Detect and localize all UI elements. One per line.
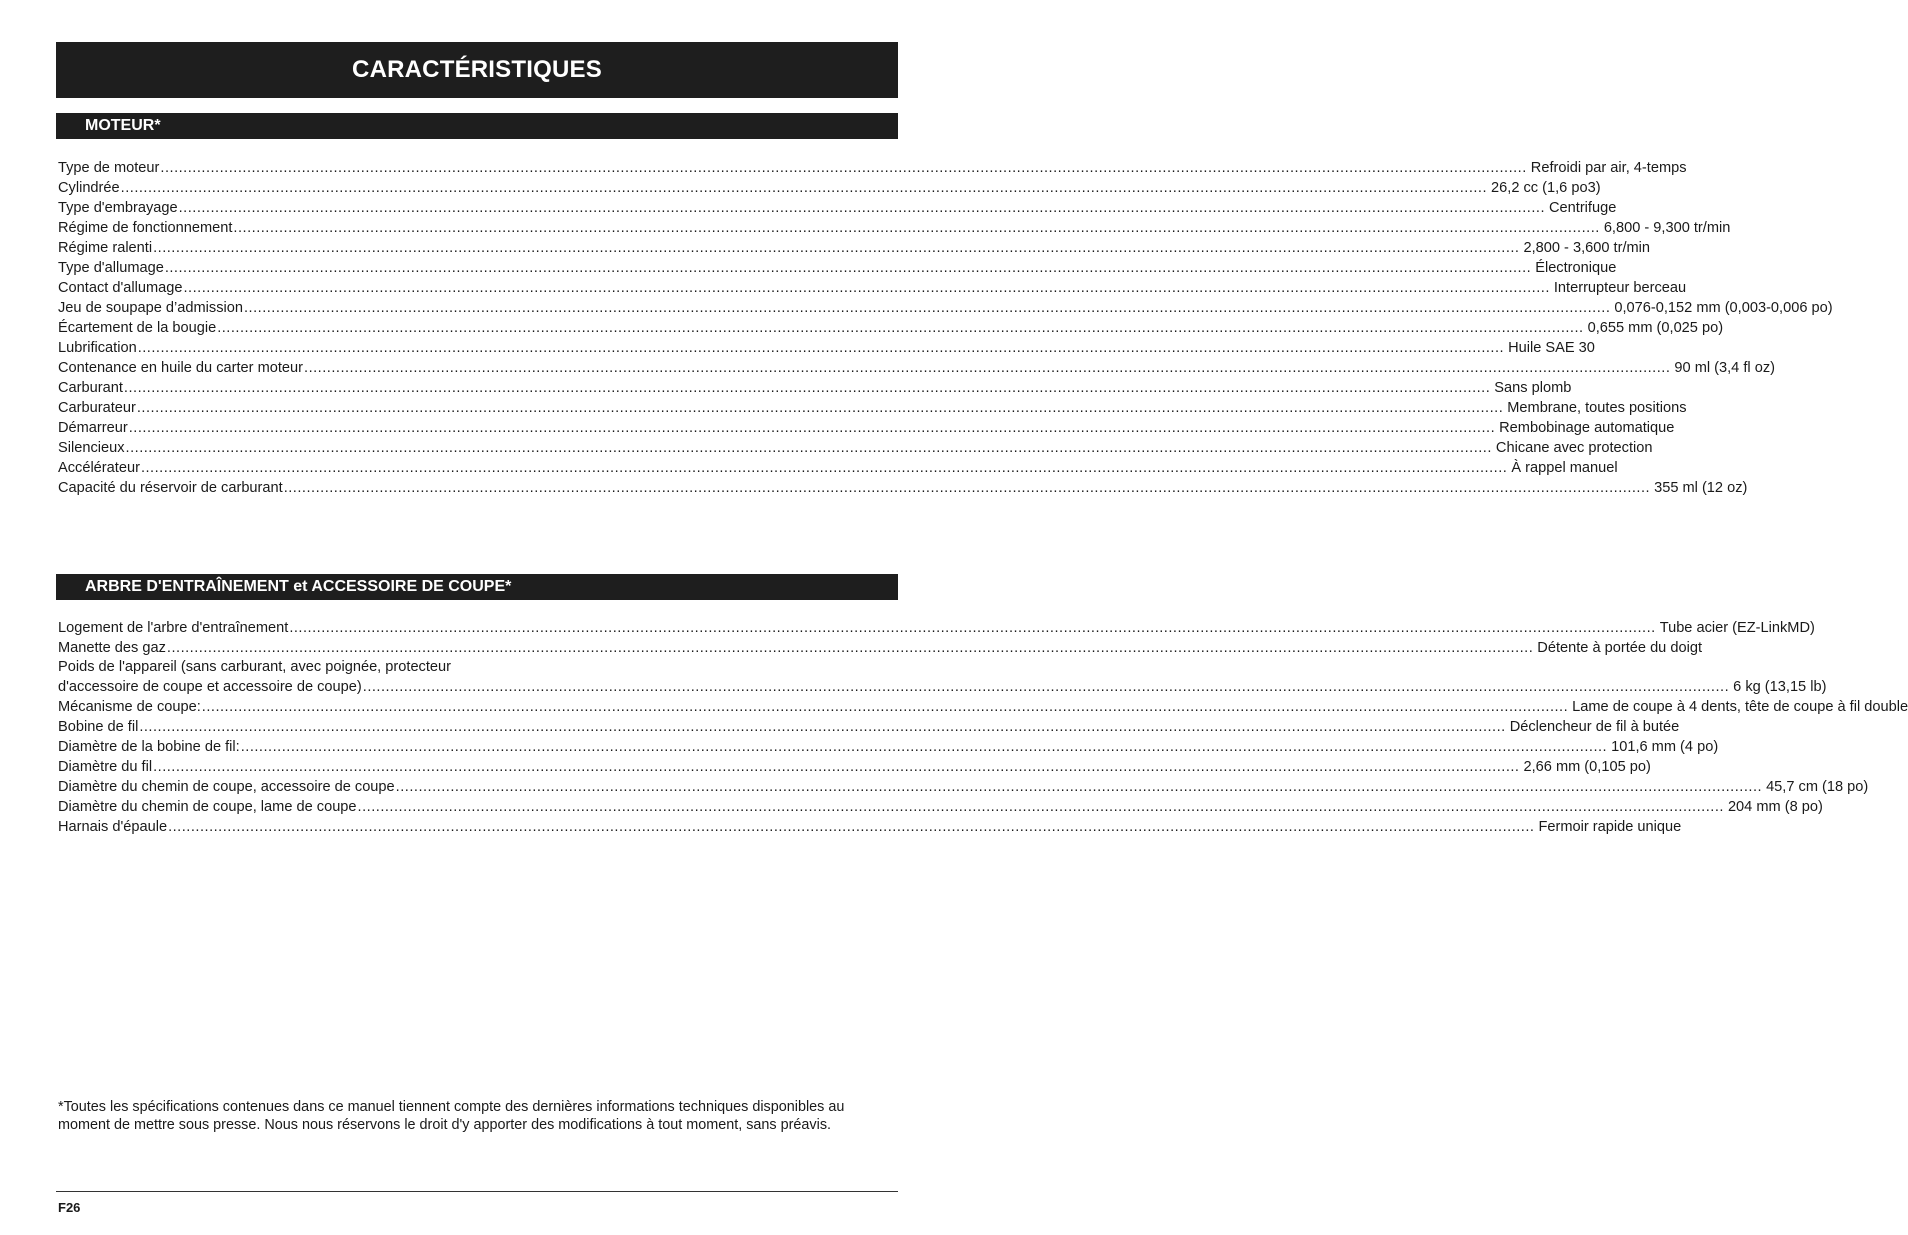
spec-label: Régime de fonctionnement [58, 220, 233, 236]
spec-value: Rembobinage automatique [1499, 420, 1675, 436]
dot-leader: ............................................................................................................................................................................................................................................................................................................ [125, 440, 1492, 456]
dot-leader: ............................................................................................................................................................................................................................................................................................................ [140, 460, 1508, 476]
spec-label: d'accessoire de coupe et accessoire de coupe) [58, 679, 362, 695]
dot-leader: ............................................................................................................................................................................................................................................................................................................ [217, 320, 1584, 336]
spec-row [58, 378, 1572, 398]
dot-leader: ............................................................................................................................................................................................................................................................................................................ [168, 819, 1535, 835]
spec-label: Écartement de la bougie [58, 320, 217, 336]
spec-value: Interrupteur berceau [1553, 280, 1687, 296]
spec-row [58, 797, 1823, 817]
dot-leader: ............................................................................................................................................................................................................................................................................................................ [166, 640, 1534, 656]
spec-label: Contact d'allumage [58, 280, 183, 296]
dot-leader: ............................................................................................................................................................................................................................................................................................................ [123, 380, 1491, 396]
spec-label: Bobine de fil [58, 719, 139, 735]
footer-divider [56, 1191, 898, 1192]
spec-row [58, 757, 1651, 777]
dot-leader: ............................................................................................................................................................................................................................................................................................................ [164, 260, 1532, 276]
spec-label: Poids de l'appareil (sans carburant, avec poignée, protecteur [58, 659, 451, 675]
spec-label: Mécanisme de coupe: [58, 699, 201, 715]
spec-value: À rappel manuel [1511, 460, 1618, 476]
spec-value: Lame de coupe à 4 dents, tête de coupe à fil double [1572, 699, 1908, 715]
spec-value: Chicane avec protection [1495, 440, 1653, 456]
section-heading-arbre: ARBRE D'ENTRAÎNEMENT et ACCESSOIRE DE COUPE* [56, 574, 898, 600]
spec-row [58, 218, 1731, 238]
spec-value: 6,800 - 9,300 tr/min [1603, 220, 1731, 236]
spec-row [58, 438, 1653, 458]
dot-leader: ............................................................................................................................................................................................................................................................................................................ [362, 679, 1730, 695]
dot-leader: ............................................................................................................................................................................................................................................................................................................ [128, 420, 1496, 436]
spec-row [58, 298, 1833, 318]
spec-value: 355 ml (12 oz) [1654, 480, 1748, 496]
spec-label: Capacité du réservoir de carburant [58, 480, 283, 496]
spec-value: Électronique [1535, 260, 1617, 276]
dot-leader: ............................................................................................................................................................................................................................................................................................................ [120, 180, 1488, 196]
spec-value: 2,66 mm (0,105 po) [1523, 759, 1651, 775]
spec-row [58, 478, 1748, 498]
dot-leader: ............................................................................................................................................................................................................................................................................................................ [136, 400, 1504, 416]
dot-leader: ............................................................................................................................................................................................................................................................................................................ [153, 240, 1520, 256]
spec-value: 0,076-0,152 mm (0,003-0,006 po) [1614, 300, 1833, 316]
dot-leader: ............................................................................................................................................................................................................................................................................................................ [183, 280, 1550, 296]
spec-label: Accélérateur [58, 460, 140, 476]
dot-leader: ............................................................................................................................................................................................................................................................................................................ [357, 799, 1724, 815]
dot-leader: ............................................................................................................................................................................................................................................................................................................ [395, 779, 1763, 795]
spec-label: Diamètre du chemin de coupe, accessoire de coupe [58, 779, 395, 795]
spec-value: 45,7 cm (18 po) [1766, 779, 1869, 795]
spec-label: Logement de l'arbre d'entraînement [58, 620, 289, 636]
dot-leader: ............................................................................................................................................................................................................................................................................................................ [137, 340, 1505, 356]
spec-row [58, 638, 1703, 658]
spec-label: Régime ralenti [58, 240, 153, 256]
spec-label: Carburant [58, 380, 123, 396]
spec-value: 204 mm (8 po) [1727, 799, 1823, 815]
spec-row [58, 398, 1687, 418]
spec-value: Tube acier (EZ-LinkMD) [1659, 620, 1815, 636]
dot-leader: ............................................................................................................................................................................................................................................................................................................ [153, 759, 1520, 775]
spec-label: Jeu de soupape d’admission [58, 300, 243, 316]
spec-row [58, 817, 1682, 837]
spec-list-arbre [58, 618, 1908, 837]
spec-row [58, 777, 1869, 797]
spec-value: Sans plomb [1494, 380, 1572, 396]
spec-row [58, 458, 1618, 478]
dot-leader: ............................................................................................................................................................................................................................................................................................................ [289, 620, 1656, 636]
spec-label: Lubrification [58, 340, 137, 356]
spec-label: Démarreur [58, 420, 128, 436]
spec-label: Harnais d'épaule [58, 819, 168, 835]
dot-leader: ............................................................................................................................................................................................................................................................................................................ [178, 200, 1545, 216]
spec-label: Type d'embrayage [58, 200, 178, 216]
spec-value: 2,800 - 3,600 tr/min [1523, 240, 1651, 256]
spec-label: Contenance en huile du carter moteur [58, 360, 304, 376]
spec-row [58, 178, 1601, 198]
spec-value: 90 ml (3,4 fl oz) [1674, 360, 1775, 376]
spec-row [58, 697, 1908, 717]
spec-label: Cylindrée [58, 180, 120, 196]
dot-leader: ............................................................................................................................................................................................................................................................................................................ [201, 699, 1569, 715]
spec-label: Diamètre du fil [58, 759, 153, 775]
spec-value: 0,655 mm (0,025 po) [1587, 320, 1724, 336]
spec-value: Centrifuge [1549, 200, 1617, 216]
dot-leader: ............................................................................................................................................................................................................................................................................................................ [139, 719, 1506, 735]
spec-row [58, 338, 1595, 358]
spec-value: Détente à portée du doigt [1537, 640, 1703, 656]
spec-label: Carburateur [58, 400, 136, 416]
dot-leader: ............................................................................................................................................................................................................................................................................................................ [243, 300, 1611, 316]
spec-label: Silencieux [58, 440, 125, 456]
spec-label: Type d'allumage [58, 260, 164, 276]
page-number: F26 [58, 1200, 81, 1215]
spec-row [58, 318, 1724, 338]
spec-label: Diamètre du chemin de coupe, lame de coupe [58, 799, 357, 815]
dot-leader: ............................................................................................................................................................................................................................................................................................................ [160, 160, 1527, 176]
dot-leader: ............................................................................................................................................................................................................................................................................................................ [240, 739, 1608, 755]
spec-row [58, 418, 1675, 438]
spec-row [58, 717, 1680, 737]
spec-value: 6 kg (13,15 lb) [1733, 679, 1827, 695]
spec-value: Refroidi par air, 4-temps [1530, 160, 1687, 176]
spec-label: Type de moteur [58, 160, 160, 176]
spec-row [58, 258, 1617, 278]
spec-value: Huile SAE 30 [1508, 340, 1595, 356]
page-title: CARACTÉRISTIQUES [56, 42, 898, 98]
spec-row [58, 737, 1719, 757]
spec-value: Déclencheur de fil à butée [1509, 719, 1680, 735]
section-heading-moteur: MOTEUR* [56, 113, 898, 139]
spec-row [58, 198, 1617, 218]
spec-value: Membrane, toutes positions [1507, 400, 1687, 416]
spec-row [58, 238, 1651, 258]
spec-row [58, 618, 1815, 638]
spec-value: Fermoir rapide unique [1538, 819, 1682, 835]
footnote: *Toutes les spécifications contenues dans ce manuel tiennent compte des dernières informations techniques disponibles au moment de mettre sous presse. Nous nous réservons le droit d'y apporter des modifications à tout moment, sans préavis. [58, 1099, 845, 1133]
spec-value: 26,2 cc (1,6 po3) [1491, 180, 1601, 196]
spec-list-moteur [58, 158, 1833, 498]
spec-label: Diamètre de la bobine de fil: [58, 739, 240, 755]
spec-label: Manette des gaz [58, 640, 166, 656]
spec-value: 101,6 mm (4 po) [1611, 739, 1719, 755]
spec-row [58, 278, 1687, 298]
spec-row-label-line [58, 658, 888, 677]
dot-leader: ............................................................................................................................................................................................................................................................................................................ [283, 480, 1651, 496]
dot-leader: ............................................................................................................................................................................................................................................................................................................ [233, 220, 1600, 236]
dot-leader: ............................................................................................................................................................................................................................................................................................................ [304, 360, 1671, 376]
spec-row [58, 677, 1827, 697]
spec-row [58, 358, 1775, 378]
spec-row [58, 158, 1687, 178]
